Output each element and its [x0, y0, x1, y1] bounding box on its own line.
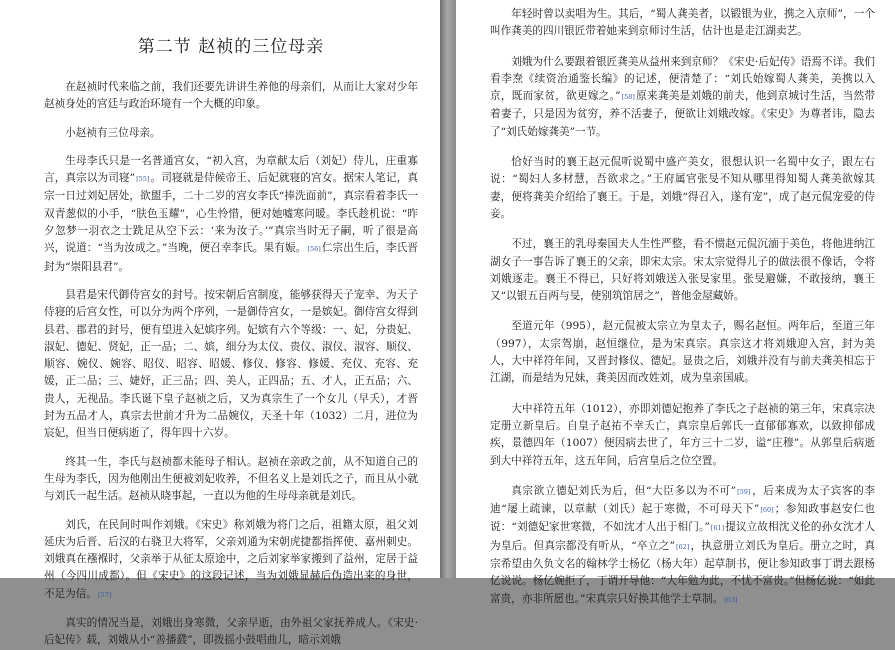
- paragraph-text: ；参知政事赵安仁也说：“刘德妃家世寒微，不如沈才人出于相门。”: [490, 503, 875, 534]
- paragraph-text: 年轻时曾以卖唱为生。其后，“蜀人龚美者，以锻银为业，携之入京师”，一个叫作龚美的四川银匠带着她来到京师讨生活，估计也是走江湖卖艺。: [490, 8, 875, 38]
- paragraph-text: 生母李氏只是一名普通宫女，“初入宫，为章献太后（刘妃）侍儿，庄重寡言，真宗以为司寝”: [44, 154, 418, 185]
- paragraph-text: 仁宗出生后，李氏晋封为“崇阳县君”。: [44, 242, 419, 273]
- paragraph: [44, 517, 418, 604]
- paragraph: [44, 153, 418, 276]
- paragraph-text: 在赵祯时代来临之前，我们还要先讲讲生养他的母亲们，从而让大家对少年赵祯身处的宫廷与政治环境有一个大概的印象。: [44, 81, 418, 111]
- paragraph: [44, 125, 418, 142]
- paragraph-text: 至道元年（995），赵元侃被太宗立为皇太子，赐名赵恒。两年后，至道三年（997），太宗驾崩，赵恒继位，是为宋真宗。真宗这才将刘娥迎入宫，封为美人，大中祥符年间，又晋封修仪、德妃。显贵之后，刘娥并没有与前夫龚美相忘于江湖，而是结为兄妹，龚美因而改姓刘，成为皇亲国戚。: [490, 320, 875, 385]
- left-page: [0, 0, 440, 647]
- paragraph: [44, 79, 418, 114]
- paragraph: [490, 236, 875, 305]
- footnote-ref-link[interactable]: [59]: [737, 487, 751, 496]
- footnote-ref-link[interactable]: [61]: [710, 524, 725, 533]
- footnote-ref-link[interactable]: [57]: [97, 590, 112, 599]
- right-page-body: [490, 6, 875, 609]
- paragraph: [490, 401, 875, 470]
- paragraph: [44, 454, 418, 506]
- paragraph: [44, 615, 418, 650]
- paragraph: [44, 287, 418, 443]
- paragraph-text: 恰好当时的襄王赵元侃听说蜀中盛产美女，很想认识一名蜀中女子，跟左右说：“蜀妇人多材慧，吾欲求之。”王府属官张旻不知从哪里得知蜀人龚美欲嫁其妻，便将龚美介绍给了襄王。于是，刘娥“得召入，遂有宠”，成了赵元侃宠爱的侍妾。: [490, 156, 875, 220]
- right-page: [456, 0, 895, 605]
- footnote-ref-link[interactable]: [60]: [760, 506, 774, 515]
- paragraph-text: 县君是宋代御侍宫女的封号。按宋朝后宫制度，能够获得天子宠幸、为天子侍寝的后宫女性，可以分为两个序列，一是御侍宫女，一是嫔妃。御侍宫女得到县君、郡君的封号，便有望进入妃嫔序列。妃嫔有六个等级：一、妃，分贵妃、淑妃、德妃、贤妃，正一品；二、嫔，细分为太仪、贵仪、淑仪、淑容、顺仪、顺容、婉仪、婉容、昭仪、昭容、昭媛、修仪、修容、修媛、充仪、充容、充媛，正二品；三、婕妤，正三品；四、美人，正四品；五、才人，正五品；六、贵人，无视品。李氏诞下皇子赵祯之后，又为真宗生了一个女儿（早夭），才晋封为五品才人，真宗去世前才升为二品婉仪，天圣十年（1032）二月，进位为宸妃，但当日便病逝了，得年四十六岁。: [44, 288, 418, 440]
- paragraph-text: 大中祥符五年（1012），亦即刘德妃抱养了李氏之子赵祯的第三年，宋真宗决定册立新皇后。自皇子赵祐不幸夭亡，真宗皇后郭氏一直郁郁寡欢，以致抑郁成疾，景德四年（1007）便因病去世了，年方三十二岁，谥“庄穆”。从郭皇后病逝到大中祥符五年，这五年间，后宫皇后之位空置。: [490, 402, 875, 467]
- footnote-ref-link[interactable]: [62]: [675, 542, 690, 551]
- footnote-ref-link[interactable]: [63]: [724, 595, 738, 604]
- paragraph: [490, 318, 875, 387]
- section-title: 第二节 赵祯的三位母亲: [137, 37, 325, 57]
- paragraph-text: 小赵祯有三位母亲。: [65, 126, 161, 139]
- paragraph: [490, 54, 875, 141]
- footnote-ref-link[interactable]: [55]: [136, 175, 150, 184]
- paragraph-text: ，执意册立刘氏为皇后。册立之时，真宗希望由久负文名的翰林学士杨亿（杨大年）起草制书，便让参知政事丁谓去跟杨亿说说。杨亿婉拒了，丁谓开导他：“大年勉为此，不忧不富贵。”但杨亿说：“如此富贵，亦非所愿也。”宋真宗只好换其他学士草制。: [490, 539, 875, 605]
- paragraph-text: 刘娥为什么要跟着银匠龚美从益州来到京师？《宋史·后妃传》语焉不详。我们看李焘《续资治通鉴长编》的记述，便清楚了：“刘氏始嫁蜀人龚美，美携以入京，既而家贫，欲更嫁之。”: [490, 55, 875, 103]
- footnote-ref-link[interactable]: [56]: [307, 245, 321, 254]
- paragraph-text: 提议立故相沈义伦的孙女沈才人为皇后。但真宗都没有听从，“卒立之”: [490, 521, 876, 552]
- paragraph-text: 原来龚美是刘娥的前夫，他到京城讨生活，当然带着妻子，只是因为贫穷，养不活妻子，便欲让刘娥改嫁。《宋史》为尊者讳，隐去了“刘氏始嫁龚美”一节。: [490, 90, 875, 138]
- paragraph-text: 真宗欲立德妃刘氏为后，但“大臣多以为不可”: [511, 484, 737, 497]
- footnote-ref-link[interactable]: [58]: [621, 93, 635, 102]
- paragraph-text: 不过，襄王的乳母秦国夫人生性严整，看不惯赵元侃沉湎于美色，将他进纳江湖女子一事告诉了襄王的父亲，即宋太宗。宋太宗觉得儿子的做法很不像话，令将刘娥逐走。襄王不得已，只好将刘娥送入张旻家里。张旻避嫌，不敢接纳，襄王又“以银五百两与旻，使别筑馆居之”，普他金屋藏娇。: [490, 238, 875, 303]
- paragraph-text: 刘氏，在民间时叫作刘娥。《宋史》称刘娥为将门之后，祖籍太原，祖父刘延庆为后晋、后汉的右骁卫大将军，父亲刘通为宋朝虎捷都指挥使、嘉州刺史。刘娥真在襁褓时，父亲举于从征太原途中，之后刘家举家搬到了益州，定居于益州（今四川成都）。但《宋史》的这段记述，当为刘娥显赫后伪造出来的身世，不足为信。: [44, 518, 418, 600]
- paragraph-text: 。司寝就是侍候帝王、后妃就寝的宫女。据宋人笔记，真宗一日过刘妃居处，欲盥手，二十二岁的宫女李氏“捧洗面前”，真宗看着李氏一双青葱似的小手，“肤色玉耀”，心生怜惜，便对她嘘寒问暖。李氏趁机说：“昨夕忽梦一羽衣之士跣足从空下云：‘来为汝子。’”真宗当时无子嗣，听了很是高兴，说道：“当为汝成之。”当晚，便召幸李氏。果有娠。: [44, 172, 419, 255]
- paragraph-text: ，后来成为太子宾客的李迪“屡上疏谏，以章献（刘氏）起于寒微，不可母天下”: [490, 484, 875, 516]
- paragraph-text: 真实的情况当是，刘娥出身寒微，父亲早逝，由外祖父家抚养成人。《宋史·后妃传》载，刘娥从小“善播鼗”，即拨摇小鼓唱曲儿，暗示刘娥: [44, 617, 418, 647]
- book-spine-gutter: [440, 0, 456, 578]
- paragraph: [490, 6, 875, 41]
- paragraph: [490, 483, 875, 609]
- paragraph-text: 终其一生，李氏与赵祯都未能母子相认。赵祯在亲政之前，从不知道自己的生母为李氏，因为他刚出生便被刘妃收养，不但名义上是刘氏之子，而且从小就与刘氏一起生活。赵祯从晓事起，一直以为他的生母母亲就是刘氏。: [44, 455, 418, 503]
- left-page-body: [44, 79, 418, 650]
- paragraph: [490, 154, 875, 223]
